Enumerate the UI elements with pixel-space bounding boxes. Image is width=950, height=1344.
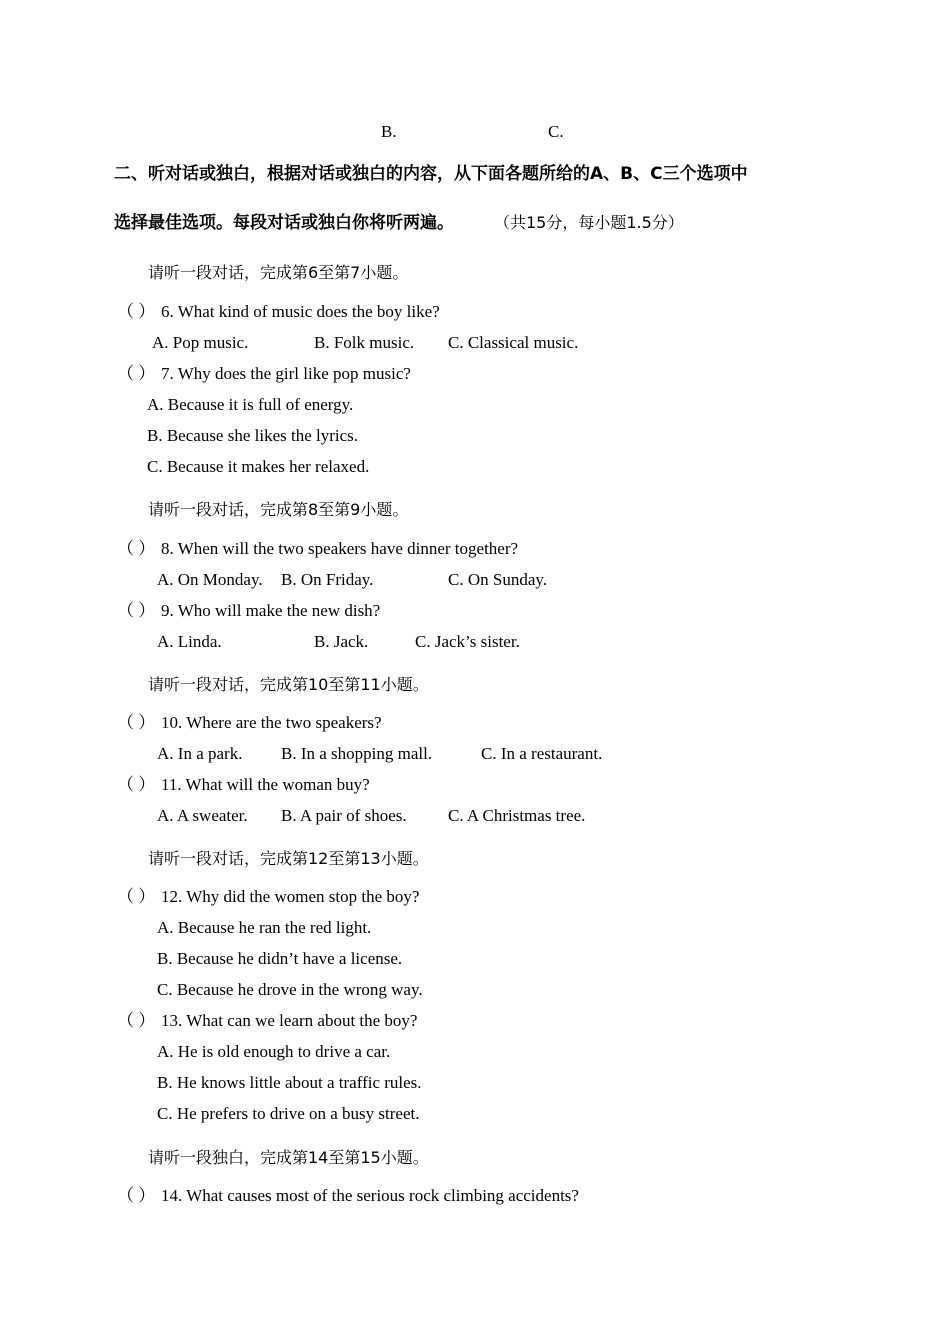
group-intro: 请听一段独白，完成第14至第15小题。 xyxy=(148,1148,429,1167)
group-intro: 请听一段对话，完成第8至第9小题。 xyxy=(148,500,409,519)
answer-bracket: （ ） xyxy=(117,713,156,732)
answer-bracket: （ ） xyxy=(117,601,156,620)
question-13: 13. What can we learn about the boy? xyxy=(161,1011,418,1030)
question-7: 7. Why does the girl like pop music? xyxy=(161,364,411,383)
question-14: 14. What causes most of the serious rock climbing accidents? xyxy=(161,1186,579,1205)
q12-option-b: B. Because he didn’t have a license. xyxy=(157,949,403,968)
q9-option-b: B. Jack. xyxy=(314,632,369,651)
question-12: 12. Why did the women stop the boy? xyxy=(161,887,420,906)
q8-option-a: A. On Monday. xyxy=(157,570,263,589)
question-11: 11. What will the woman buy? xyxy=(161,775,370,794)
section-title-line1: 二、听对话或独白，根据对话或独白的内容，从下面各题所给的A、B、C三个选项中 xyxy=(114,164,748,184)
q10-option-c: C. In a restaurant. xyxy=(481,744,603,763)
answer-bracket: （ ） xyxy=(117,539,156,558)
answer-bracket: （ ） xyxy=(117,887,156,906)
q10-option-a: A. In a park. xyxy=(157,744,243,763)
q12-option-a: A. Because he ran the red light. xyxy=(157,918,372,937)
q9-option-a: A. Linda. xyxy=(157,632,222,651)
q11-option-c: C. A Christmas tree. xyxy=(448,806,586,825)
group-intro: 请听一段对话，完成第12至第13小题。 xyxy=(148,849,429,868)
question-8: 8. When will the two speakers have dinner together? xyxy=(161,539,519,558)
top-option-c: C. xyxy=(548,122,564,141)
question-10: 10. Where are the two speakers? xyxy=(161,713,382,732)
section-title-line2: 选择最佳选项。每段对话或独白你将听两遍。 xyxy=(114,213,454,233)
answer-bracket: （ ） xyxy=(117,302,156,321)
group-intro: 请听一段对话，完成第10至第11小题。 xyxy=(148,675,429,694)
q6-option-c: C. Classical music. xyxy=(448,333,579,352)
q9-option-c: C. Jack’s sister. xyxy=(415,632,520,651)
q10-option-b: B. In a shopping mall. xyxy=(281,744,433,763)
q8-option-c: C. On Sunday. xyxy=(448,570,548,589)
q11-option-a: A. A sweater. xyxy=(157,806,248,825)
answer-bracket: （ ） xyxy=(117,1186,156,1205)
section-score-note: （共15分，每小题1.5分） xyxy=(494,213,684,232)
q13-option-c: C. He prefers to drive on a busy street. xyxy=(157,1104,420,1123)
question-6: 6. What kind of music does the boy like? xyxy=(161,302,440,321)
answer-bracket: （ ） xyxy=(117,1011,156,1030)
q13-option-a: A. He is old enough to drive a car. xyxy=(157,1042,391,1061)
q7-option-a: A. Because it is full of energy. xyxy=(147,395,354,414)
q13-option-b: B. He knows little about a traffic rules. xyxy=(157,1073,422,1092)
q7-option-b: B. Because she likes the lyrics. xyxy=(147,426,359,445)
top-option-b: B. xyxy=(381,122,397,141)
q11-option-b: B. A pair of shoes. xyxy=(281,806,407,825)
answer-bracket: （ ） xyxy=(117,775,156,794)
question-9: 9. Who will make the new dish? xyxy=(161,601,381,620)
q6-option-a: A. Pop music. xyxy=(152,333,249,352)
answer-bracket: （ ） xyxy=(117,364,156,383)
q8-option-b: B. On Friday. xyxy=(281,570,374,589)
q6-option-b: B. Folk music. xyxy=(314,333,415,352)
group-intro: 请听一段对话，完成第6至第7小题。 xyxy=(148,263,409,282)
q7-option-c: C. Because it makes her relaxed. xyxy=(147,457,370,476)
q12-option-c: C. Because he drove in the wrong way. xyxy=(157,980,423,999)
